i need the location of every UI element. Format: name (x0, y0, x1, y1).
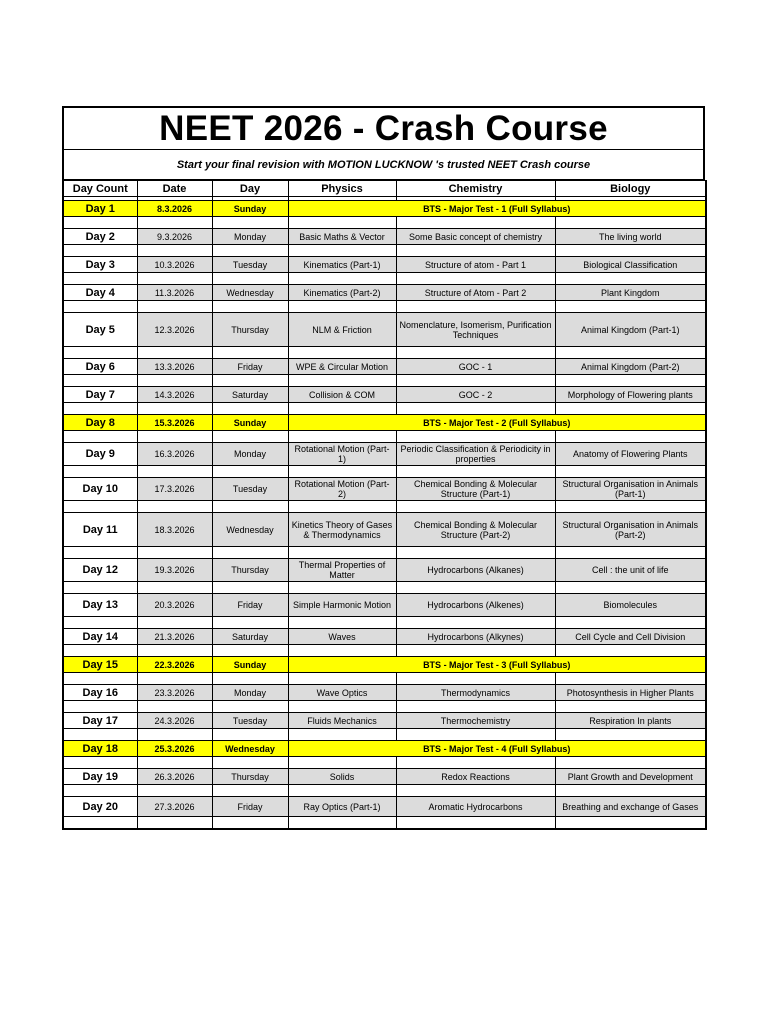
spacer-cell (396, 403, 555, 415)
day-cell: Wednesday (212, 285, 288, 301)
table-row (63, 685, 706, 701)
test-cell: BTS - Major Test - 1 (Full Syllabus) (288, 201, 706, 217)
spacer-cell (212, 547, 288, 559)
day-cell: Wednesday (212, 741, 288, 757)
header-chemistry: Chemistry (396, 181, 555, 197)
date-cell: 11.3.2026 (137, 285, 212, 301)
day-cell: Sunday (212, 201, 288, 217)
day-count-cell: Day 16 (63, 685, 137, 701)
chemistry-cell: Redox Reactions (396, 769, 555, 785)
day-count-cell: Day 17 (63, 713, 137, 729)
spacer-cell (555, 245, 706, 257)
spacer-row (63, 673, 706, 685)
header-row (63, 181, 706, 197)
chemistry-cell: Structure of Atom - Part 2 (396, 285, 555, 301)
date-cell: 19.3.2026 (137, 559, 212, 582)
spacer-cell (555, 673, 706, 685)
table-row (63, 769, 706, 785)
spacer-cell (555, 217, 706, 229)
spacer-cell (137, 347, 212, 359)
spacer-cell (63, 466, 137, 478)
spacer-cell (137, 301, 212, 313)
spacer-row (63, 245, 706, 257)
spacer-cell (555, 729, 706, 741)
spacer-cell (63, 673, 137, 685)
date-cell: 21.3.2026 (137, 629, 212, 645)
spacer-cell (288, 673, 396, 685)
day-count-cell: Day 4 (63, 285, 137, 301)
date-cell: 18.3.2026 (137, 513, 212, 547)
spacer-cell (396, 431, 555, 443)
spacer-row (63, 645, 706, 657)
physics-cell: WPE & Circular Motion (288, 359, 396, 375)
spacer-cell (137, 375, 212, 387)
date-cell: 27.3.2026 (137, 797, 212, 817)
spacer-cell (63, 347, 137, 359)
table-row (63, 285, 706, 301)
spacer-cell (137, 817, 212, 830)
day-count-cell: Day 12 (63, 559, 137, 582)
spacer-cell (555, 403, 706, 415)
table-row (63, 359, 706, 375)
spacer-cell (288, 403, 396, 415)
table-row (63, 229, 706, 245)
spacer-cell (63, 375, 137, 387)
test-cell: BTS - Major Test - 3 (Full Syllabus) (288, 657, 706, 673)
day-count-cell: Day 6 (63, 359, 137, 375)
date-cell: 13.3.2026 (137, 359, 212, 375)
day-cell: Sunday (212, 657, 288, 673)
day-cell: Monday (212, 685, 288, 701)
day-count-cell: Day 13 (63, 594, 137, 617)
physics-cell: Rotational Motion (Part-2) (288, 478, 396, 501)
spacer-row (63, 547, 706, 559)
spacer-cell (396, 673, 555, 685)
spacer-cell (288, 217, 396, 229)
spacer-cell (137, 757, 212, 769)
spacer-cell (137, 547, 212, 559)
day-count-cell: Day 15 (63, 657, 137, 673)
spacer-cell (137, 403, 212, 415)
biology-cell: Structural Organisation in Animals (Part-1) (555, 478, 706, 501)
chemistry-cell: Thermodynamics (396, 685, 555, 701)
day-count-cell: Day 2 (63, 229, 137, 245)
chemistry-cell: GOC - 2 (396, 387, 555, 403)
biology-cell: Breathing and exchange of Gases (555, 797, 706, 817)
spacer-cell (63, 501, 137, 513)
spacer-cell (396, 785, 555, 797)
spacer-cell (396, 501, 555, 513)
spacer-cell (137, 673, 212, 685)
chemistry-cell: Some Basic concept of chemistry (396, 229, 555, 245)
date-cell: 8.3.2026 (137, 201, 212, 217)
table-row (63, 443, 706, 466)
spacer-cell (288, 701, 396, 713)
spacer-row (63, 301, 706, 313)
physics-cell: Basic Maths & Vector (288, 229, 396, 245)
spacer-cell (555, 701, 706, 713)
spacer-cell (63, 273, 137, 285)
spacer-cell (63, 547, 137, 559)
table-row (63, 257, 706, 273)
chemistry-cell: Nomenclature, Isomerism, Purification Techniques (396, 313, 555, 347)
schedule-sheet (62, 106, 705, 830)
spacer-cell (63, 217, 137, 229)
spacer-row (63, 617, 706, 629)
day-cell: Tuesday (212, 257, 288, 273)
table-row (63, 629, 706, 645)
spacer-row (63, 817, 706, 830)
spacer-row (63, 466, 706, 478)
schedule-table (62, 180, 707, 830)
spacer-cell (288, 757, 396, 769)
day-cell: Tuesday (212, 478, 288, 501)
spacer-cell (212, 645, 288, 657)
spacer-cell (555, 817, 706, 830)
spacer-cell (288, 466, 396, 478)
physics-cell: Waves (288, 629, 396, 645)
spacer-cell (212, 375, 288, 387)
date-cell: 24.3.2026 (137, 713, 212, 729)
spacer-cell (288, 431, 396, 443)
physics-cell: Simple Harmonic Motion (288, 594, 396, 617)
table-row (63, 513, 706, 547)
spacer-cell (212, 466, 288, 478)
day-count-cell: Day 3 (63, 257, 137, 273)
physics-cell: Thermal Properties of Matter (288, 559, 396, 582)
spacer-cell (63, 645, 137, 657)
spacer-cell (212, 582, 288, 594)
spacer-cell (212, 757, 288, 769)
date-cell: 20.3.2026 (137, 594, 212, 617)
spacer-cell (212, 501, 288, 513)
spacer-cell (396, 582, 555, 594)
biology-cell: Animal Kingdom (Part-1) (555, 313, 706, 347)
spacer-row (63, 375, 706, 387)
table-row (63, 313, 706, 347)
chemistry-cell: GOC - 1 (396, 359, 555, 375)
test-cell: BTS - Major Test - 2 (Full Syllabus) (288, 415, 706, 431)
biology-cell: Plant Kingdom (555, 285, 706, 301)
spacer-cell (396, 273, 555, 285)
date-cell: 14.3.2026 (137, 387, 212, 403)
spacer-row (63, 582, 706, 594)
spacer-cell (137, 245, 212, 257)
spacer-cell (288, 617, 396, 629)
biology-cell: Photosynthesis in Higher Plants (555, 685, 706, 701)
spacer-row (63, 785, 706, 797)
spacer-cell (212, 785, 288, 797)
physics-cell: Solids (288, 769, 396, 785)
spacer-row (63, 273, 706, 285)
biology-cell: Respiration In plants (555, 713, 706, 729)
day-cell: Tuesday (212, 713, 288, 729)
date-cell: 22.3.2026 (137, 657, 212, 673)
spacer-cell (137, 701, 212, 713)
day-count-cell: Day 19 (63, 769, 137, 785)
spacer-cell (63, 245, 137, 257)
spacer-cell (396, 217, 555, 229)
physics-cell: Kinematics (Part-2) (288, 285, 396, 301)
spacer-cell (137, 785, 212, 797)
biology-cell: The living world (555, 229, 706, 245)
spacer-cell (137, 582, 212, 594)
spacer-cell (555, 347, 706, 359)
day-cell: Sunday (212, 415, 288, 431)
spacer-row (63, 217, 706, 229)
spacer-cell (555, 466, 706, 478)
day-cell: Monday (212, 443, 288, 466)
spacer-cell (63, 582, 137, 594)
spacer-cell (63, 701, 137, 713)
spacer-cell (288, 273, 396, 285)
day-cell: Monday (212, 229, 288, 245)
spacer-cell (212, 347, 288, 359)
chemistry-cell: Periodic Classification & Periodicity in properties (396, 443, 555, 466)
spacer-cell (288, 817, 396, 830)
physics-cell: Wave Optics (288, 685, 396, 701)
test-row (63, 741, 706, 757)
spacer-cell (137, 273, 212, 285)
spacer-cell (396, 617, 555, 629)
spacer-cell (63, 617, 137, 629)
test-row (63, 201, 706, 217)
spacer-cell (212, 217, 288, 229)
biology-cell: Cell : the unit of life (555, 559, 706, 582)
spacer-cell (212, 431, 288, 443)
spacer-cell (396, 701, 555, 713)
spacer-cell (288, 245, 396, 257)
spacer-cell (137, 501, 212, 513)
day-cell: Thursday (212, 559, 288, 582)
physics-cell: Fluids Mechanics (288, 713, 396, 729)
spacer-cell (288, 729, 396, 741)
title-cell (62, 106, 705, 150)
table-row (63, 387, 706, 403)
day-count-cell: Day 11 (63, 513, 137, 547)
biology-cell: Biological Classification (555, 257, 706, 273)
physics-cell: Collision & COM (288, 387, 396, 403)
spacer-cell (288, 501, 396, 513)
spacer-cell (288, 301, 396, 313)
spacer-cell (396, 817, 555, 830)
spacer-row (63, 403, 706, 415)
spacer-cell (396, 375, 555, 387)
spacer-cell (555, 501, 706, 513)
chemistry-cell: Chemical Bonding & Molecular Structure (Part-2) (396, 513, 555, 547)
date-cell: 25.3.2026 (137, 741, 212, 757)
table-row (63, 559, 706, 582)
day-cell: Friday (212, 359, 288, 375)
biology-cell: Biomolecules (555, 594, 706, 617)
physics-cell: Kinematics (Part-1) (288, 257, 396, 273)
spacer-cell (555, 582, 706, 594)
spacer-cell (137, 466, 212, 478)
spacer-cell (63, 757, 137, 769)
chemistry-cell: Hydrocarbons (Alkenes) (396, 594, 555, 617)
header-physics: Physics (288, 181, 396, 197)
chemistry-cell: Aromatic Hydrocarbons (396, 797, 555, 817)
biology-cell: Morphology of Flowering plants (555, 387, 706, 403)
spacer-cell (212, 673, 288, 685)
spacer-cell (555, 617, 706, 629)
table-row (63, 713, 706, 729)
physics-cell: Kinetics Theory of Gases & Thermodynamics (288, 513, 396, 547)
spacer-cell (396, 347, 555, 359)
spacer-cell (137, 729, 212, 741)
test-row (63, 657, 706, 673)
spacer-cell (212, 729, 288, 741)
header-day: Day (212, 181, 288, 197)
date-cell: 26.3.2026 (137, 769, 212, 785)
spacer-cell (212, 245, 288, 257)
date-cell: 10.3.2026 (137, 257, 212, 273)
spacer-cell (63, 817, 137, 830)
spacer-cell (288, 645, 396, 657)
spacer-cell (212, 403, 288, 415)
biology-cell: Cell Cycle and Cell Division (555, 629, 706, 645)
chemistry-cell: Hydrocarbons (Alkynes) (396, 629, 555, 645)
day-count-cell: Day 5 (63, 313, 137, 347)
chemistry-cell: Chemical Bonding & Molecular Structure (Part-1) (396, 478, 555, 501)
date-cell: 16.3.2026 (137, 443, 212, 466)
spacer-cell (212, 701, 288, 713)
day-count-cell: Day 20 (63, 797, 137, 817)
spacer-cell (63, 431, 137, 443)
date-cell: 23.3.2026 (137, 685, 212, 701)
test-row (63, 415, 706, 431)
spacer-cell (63, 403, 137, 415)
header-biology: Biology (555, 181, 706, 197)
spacer-cell (212, 817, 288, 830)
spacer-cell (555, 273, 706, 285)
spacer-cell (555, 375, 706, 387)
spacer-cell (396, 301, 555, 313)
day-cell: Thursday (212, 313, 288, 347)
day-count-cell: Day 7 (63, 387, 137, 403)
chemistry-cell: Structure of atom - Part 1 (396, 257, 555, 273)
spacer-cell (555, 757, 706, 769)
table-row (63, 478, 706, 501)
spacer-cell (212, 301, 288, 313)
biology-cell: Plant Growth and Development (555, 769, 706, 785)
spacer-cell (396, 757, 555, 769)
day-count-cell: Day 14 (63, 629, 137, 645)
date-cell: 15.3.2026 (137, 415, 212, 431)
spacer-cell (137, 217, 212, 229)
header-day-count: Day Count (63, 181, 137, 197)
page-subtitle: Start your final revision with MOTION LUCKNOW 's trusted NEET Crash course (176, 158, 591, 171)
spacer-cell (555, 645, 706, 657)
table-row (63, 797, 706, 817)
spacer-cell (63, 301, 137, 313)
spacer-cell (396, 645, 555, 657)
spacer-cell (555, 547, 706, 559)
spacer-cell (137, 645, 212, 657)
spacer-cell (288, 785, 396, 797)
table-row (63, 594, 706, 617)
spacer-row (63, 431, 706, 443)
chemistry-cell: Thermochemistry (396, 713, 555, 729)
spacer-cell (137, 617, 212, 629)
date-cell: 12.3.2026 (137, 313, 212, 347)
date-cell: 9.3.2026 (137, 229, 212, 245)
day-count-cell: Day 9 (63, 443, 137, 466)
day-cell: Saturday (212, 629, 288, 645)
page-title: NEET 2026 - Crash Course (159, 108, 608, 148)
spacer-cell (396, 547, 555, 559)
spacer-cell (288, 347, 396, 359)
day-count-cell: Day 8 (63, 415, 137, 431)
spacer-row (63, 701, 706, 713)
day-count-cell: Day 10 (63, 478, 137, 501)
day-cell: Friday (212, 797, 288, 817)
day-cell: Saturday (212, 387, 288, 403)
spacer-cell (63, 785, 137, 797)
spacer-cell (555, 785, 706, 797)
day-cell: Thursday (212, 769, 288, 785)
spacer-cell (63, 729, 137, 741)
date-cell: 17.3.2026 (137, 478, 212, 501)
spacer-cell (288, 375, 396, 387)
day-count-cell: Day 1 (63, 201, 137, 217)
day-cell: Wednesday (212, 513, 288, 547)
physics-cell: Ray Optics (Part-1) (288, 797, 396, 817)
day-count-cell: Day 18 (63, 741, 137, 757)
spacer-row (63, 757, 706, 769)
spacer-cell (396, 466, 555, 478)
biology-cell: Animal Kingdom (Part-2) (555, 359, 706, 375)
physics-cell: Rotational Motion (Part-1) (288, 443, 396, 466)
spacer-cell (212, 617, 288, 629)
spacer-cell (137, 431, 212, 443)
physics-cell: NLM & Friction (288, 313, 396, 347)
test-cell: BTS - Major Test - 4 (Full Syllabus) (288, 741, 706, 757)
spacer-row (63, 347, 706, 359)
header-date: Date (137, 181, 212, 197)
spacer-cell (212, 273, 288, 285)
spacer-cell (555, 301, 706, 313)
spacer-cell (555, 431, 706, 443)
biology-cell: Structural Organisation in Animals (Part-2) (555, 513, 706, 547)
subtitle-cell (62, 150, 705, 180)
spacer-cell (288, 547, 396, 559)
day-cell: Friday (212, 594, 288, 617)
spacer-cell (396, 729, 555, 741)
spacer-cell (396, 245, 555, 257)
spacer-cell (288, 582, 396, 594)
spacer-row (63, 501, 706, 513)
spacer-row (63, 729, 706, 741)
biology-cell: Anatomy of Flowering Plants (555, 443, 706, 466)
chemistry-cell: Hydrocarbons (Alkanes) (396, 559, 555, 582)
